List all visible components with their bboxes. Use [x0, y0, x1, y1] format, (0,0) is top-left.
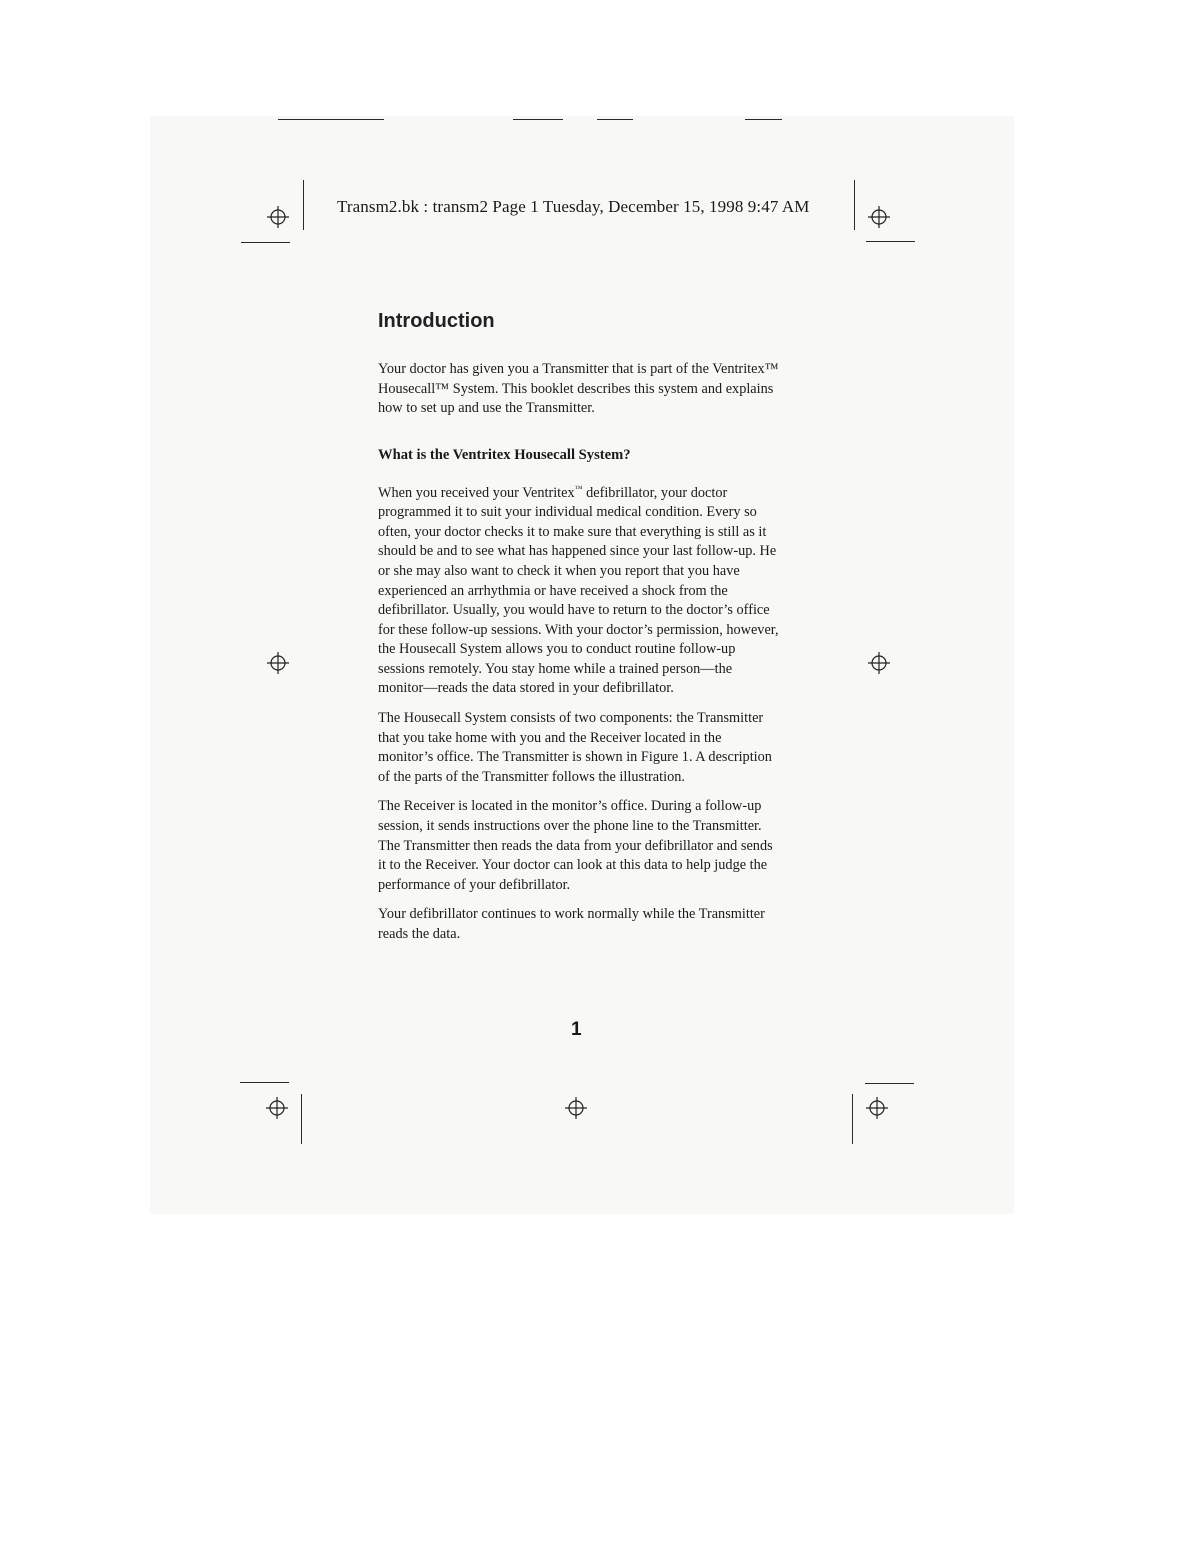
paragraph-rest: defibrillator, your doctor programmed it to suit your individual medical condition. Every so often, your doctor checks it to make sure that everything is still as it should be and to see what has happened since your last follow-up. He or she may also want to check it when you report that you have experienced an arrhythmia or have received a shock from the defibrillator. Usually, you would have to return to the doctor’s office for these follow-up sessions. With your doctor’s permission, however, the Housecall System allows you to conduct routine follow-up sessions remotely. You stay home while a trained person—the monitor—reads the data stored in your defibrillator.	[378, 484, 779, 697]
section-title: Introduction	[378, 310, 495, 332]
crop-line	[745, 119, 782, 120]
main-content	[378, 310, 780, 945]
intro-paragraph: Your doctor has given you a Transmitter that is part of the Ventritex™ Housecall™ System. This booklet describes this system and explains how to set up and use the Transmitter.	[378, 361, 779, 417]
registration-mark-icon	[866, 1097, 888, 1119]
crop-line	[301, 1094, 302, 1144]
registration-mark-icon	[267, 206, 289, 228]
trademark-mark: ™	[574, 483, 583, 493]
crop-line	[865, 1083, 914, 1084]
registration-mark-icon	[868, 206, 890, 228]
registration-mark-icon	[266, 1097, 288, 1119]
subsection-title: What is the Ventritex Housecall System?	[378, 446, 631, 463]
crop-line	[513, 119, 563, 120]
registration-mark-icon	[868, 652, 890, 674]
crop-line	[241, 242, 290, 243]
crop-line	[303, 180, 304, 230]
crop-line	[854, 180, 855, 230]
body-paragraph: Your defibrillator continues to work normally while the Transmitter reads the data.	[378, 906, 765, 943]
body-paragraph: The Housecall System consists of two components: the Transmitter that you take home with you and the Receiver located in the monitor’s office. The Transmitter is shown in Figure 1. A description of the parts of the Transmitter follows the illustration.	[378, 710, 772, 785]
crop-line	[278, 119, 384, 120]
paragraph-lead: When you received your Ventritex	[378, 484, 575, 501]
crop-line	[240, 1082, 289, 1083]
registration-mark-icon	[267, 652, 289, 674]
crop-line	[852, 1094, 853, 1144]
page-number: 1	[571, 1019, 582, 1040]
crop-line	[866, 241, 915, 242]
body-paragraph	[378, 479, 780, 699]
crop-line	[597, 119, 633, 120]
print-header: Transm2.bk : transm2 Page 1 Tuesday, December 15, 1998 9:47 AM	[337, 197, 810, 216]
body-paragraph: The Receiver is located in the monitor’s office. During a follow-up session, it sends instructions over the phone line to the Transmitter. The Transmitter then reads the data from your defibrillator and sends it to the Receiver. Your doctor can look at this data to help judge the performance of your defibrillator.	[378, 798, 773, 893]
registration-mark-icon	[565, 1097, 587, 1119]
